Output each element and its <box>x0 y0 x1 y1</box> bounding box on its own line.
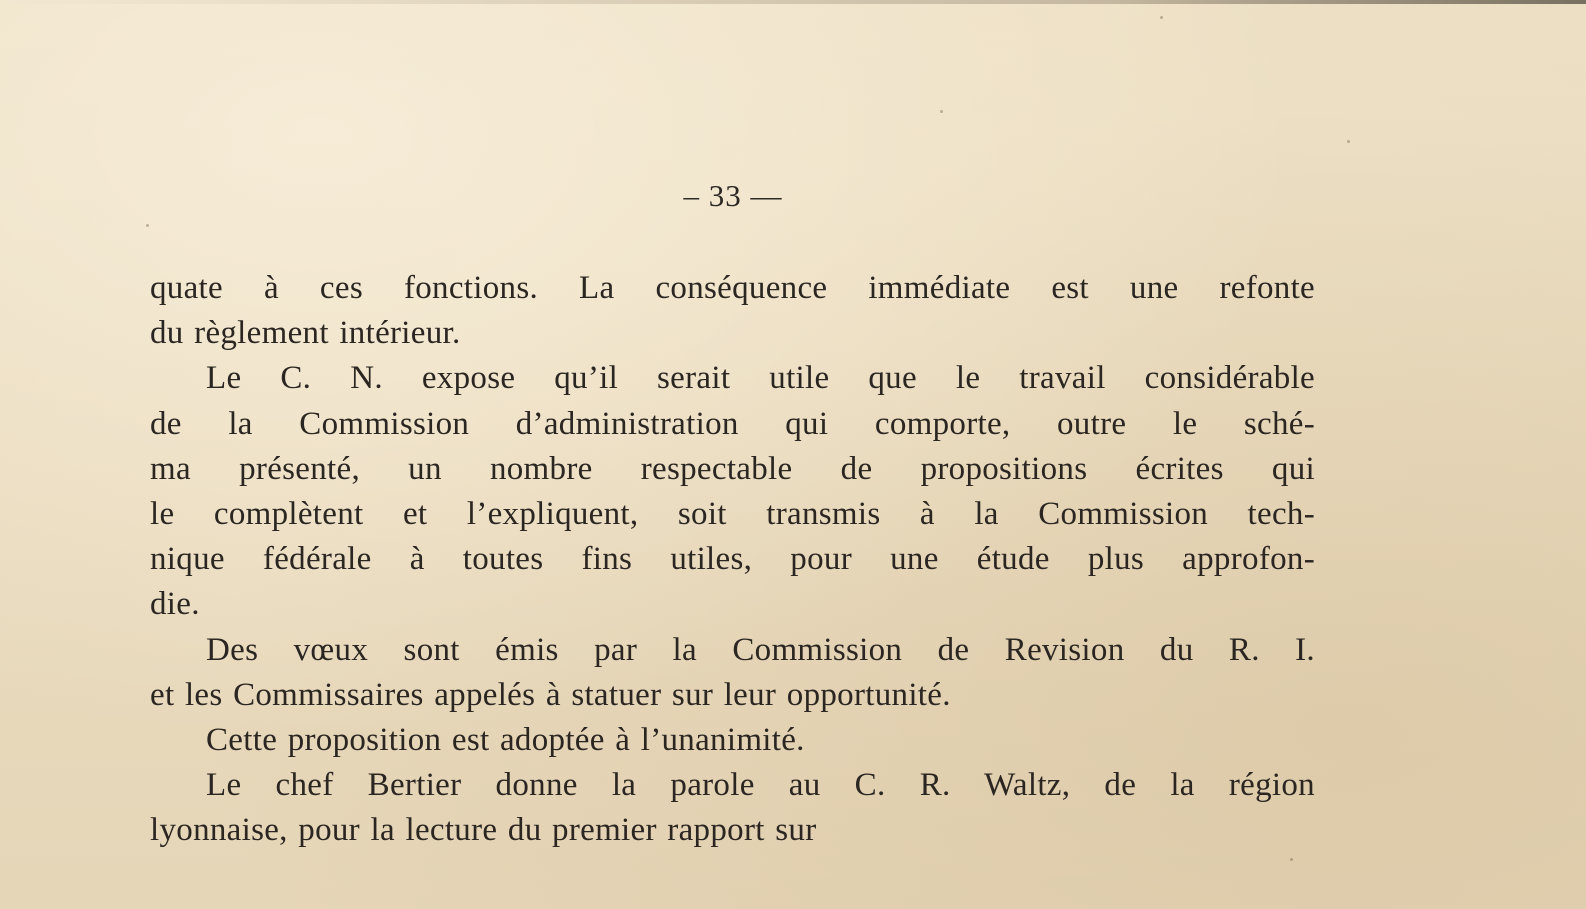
page-number: – 33 — <box>683 178 783 213</box>
text-line: ma présenté, un nombre respectable de propositions écrites qui <box>150 450 1315 487</box>
text-line: du règlement intérieur. <box>150 315 461 352</box>
text-line: die. <box>150 586 200 623</box>
paper-speck <box>1290 858 1293 861</box>
text-line: et les Commissaires appelés à statuer sur leur opportunité. <box>150 676 951 713</box>
paper-speck <box>940 110 943 113</box>
text-line: lyonnaise, pour la lecture du premier rapport sur <box>150 812 817 849</box>
text-line: quate à ces fonctions. La conséquence immédiate est une refonte <box>150 270 1315 306</box>
text-line: Le C. N. expose qu’il serait utile que le travail considérable <box>206 360 1315 397</box>
body-text <box>150 266 1315 853</box>
text-line: Des vœux sont émis par la Commission de Revision du R. I. <box>206 631 1315 668</box>
paper-speck <box>1347 140 1350 143</box>
text-line: de la Commission d’administration qui comporte, outre le sché- <box>150 405 1315 442</box>
paper-speck <box>146 224 149 227</box>
text-line: nique fédérale à toutes fins utiles, pour une étude plus approfon- <box>150 541 1315 578</box>
page-top-edge <box>0 0 1586 4</box>
text-line: le complètent et l’expliquent, soit transmis à la Commission tech- <box>150 495 1315 532</box>
text-line: Cette proposition est adoptée à l’unanimité. <box>206 721 805 758</box>
paper-speck <box>1160 16 1163 19</box>
text-line: Le chef Bertier donne la parole au C. R. Waltz, de la région <box>206 767 1315 804</box>
